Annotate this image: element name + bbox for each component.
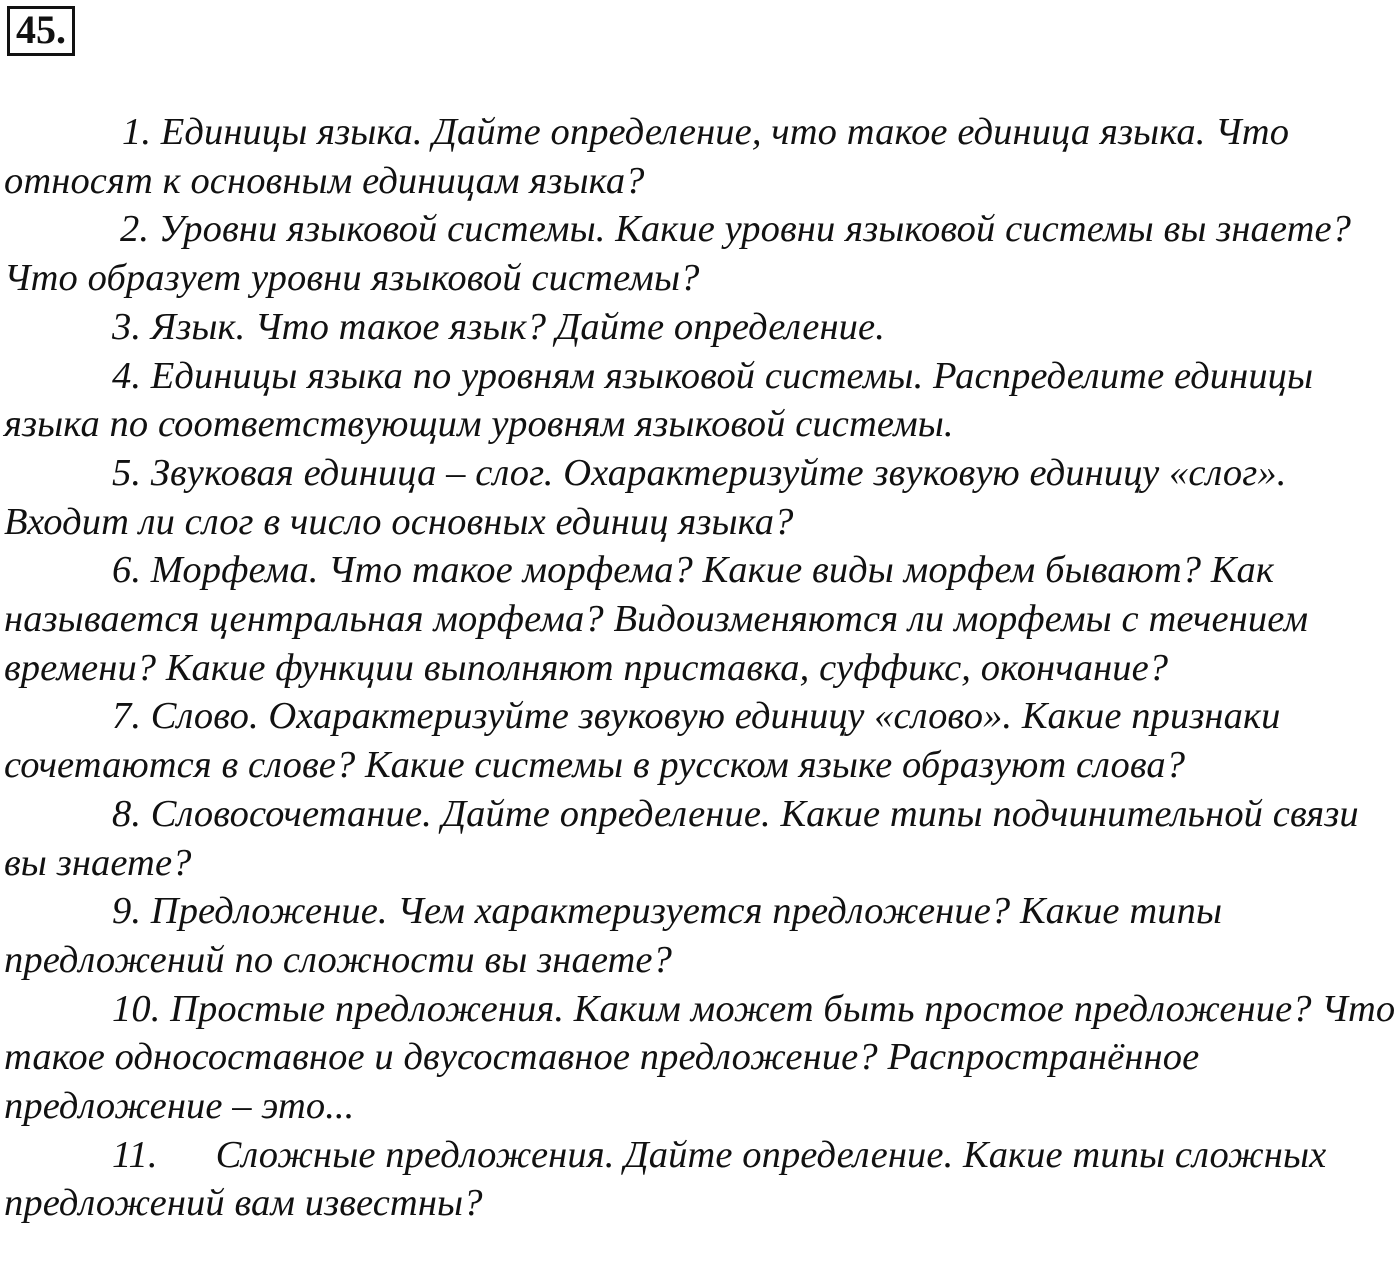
question-6: 6. Морфема. Что такое морфема? Какие виды морфем бывают? Как называется центральная морфема? Видоизменяются ли морфемы с течением времени? Какие функции выполняют приставка, суффикс, окончание? xyxy=(4,549,1309,689)
question-10: 10. Простые предложения. Каким может быть простое предложение? Что такое односоставное и двусоставное предложение? Распространённое предложение – это... xyxy=(4,987,1396,1128)
question-4: 4. Единицы языка по уровням языковой системы. Распределите единицы языка по соответствующим уровням языковой системы. xyxy=(4,354,1314,446)
question-1: 1. Единицы языка. Дайте определение, что такое единица языка. Что относят к основным единицам языка? xyxy=(4,111,1290,202)
question-7: 7. Слово. Охарактеризуйте звуковую единицу «слово». Какие признаки сочетаются в слове? Какие системы в русском языке образуют слова? xyxy=(4,695,1281,787)
question-11-text: Сложные предложения. Дайте определение. Какие типы сложных предложений вам известны? xyxy=(4,1133,1327,1225)
question-11 xyxy=(4,1131,1398,1228)
question-list xyxy=(4,108,1398,1228)
exercise-number: 45. xyxy=(7,6,75,56)
question-11-label: 11. xyxy=(112,1133,158,1176)
question-8: 8. Словосочетание. Дайте определение. Какие типы подчинительной связи вы знаете? xyxy=(4,792,1359,884)
question-3: 3. Язык. Что такое язык? Дайте определение. xyxy=(112,305,885,348)
question-9: 9. Предложение. Чем характеризуется предложение? Какие типы предложений по сложности вы знаете? xyxy=(4,890,1223,981)
question-2: 2. Уровни языковой системы. Какие уровни языковой системы вы знаете? Что образует уровни языковой системы? xyxy=(4,208,1352,300)
question-5: 5. Звуковая единица – слог. Охарактеризуйте звуковую единицу «слог». Входит ли слог в число основных единиц языка? xyxy=(4,451,1287,543)
